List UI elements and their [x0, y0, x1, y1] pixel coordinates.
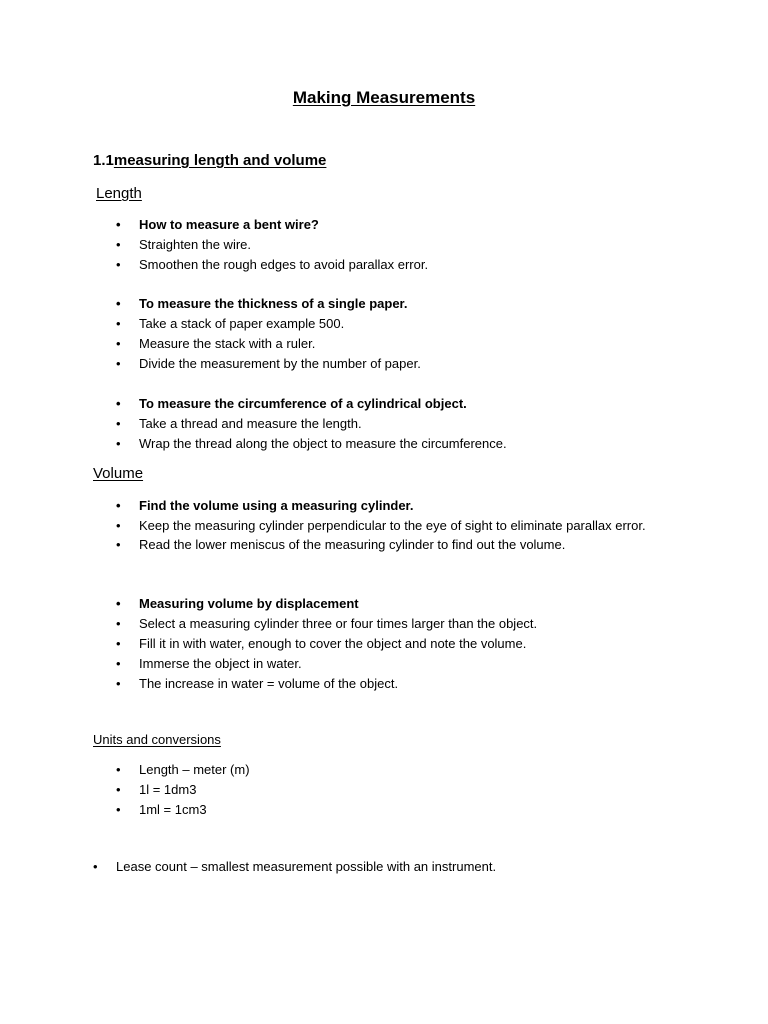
units-heading: Units and conversions — [93, 732, 221, 747]
list-item: • 1ml = 1cm3 — [116, 800, 676, 820]
list-item: • Wrap the thread along the object to measure the circumference. — [116, 434, 676, 454]
section-number: 1.1 — [93, 152, 114, 169]
section-heading — [93, 152, 326, 169]
final-note-list — [93, 857, 653, 877]
volume-heading: Volume — [93, 465, 144, 482]
list-item: • Straighten the wire. — [116, 235, 676, 255]
length-heading: Length — [96, 185, 142, 202]
volume-displacement-list — [116, 594, 676, 694]
length-circumference-list — [116, 394, 676, 454]
list-item: • Immerse the object in water. — [116, 654, 676, 674]
list-item: • 1l = 1dm3 — [116, 780, 676, 800]
list-item: • Measuring volume by displacement — [116, 594, 676, 614]
list-item: • To measure the thickness of a single paper. — [116, 294, 676, 314]
length-paper-thickness-list — [116, 294, 676, 374]
list-item: • To measure the circumference of a cylindrical object. — [116, 394, 676, 414]
list-item: • The increase in water = volume of the object. — [116, 674, 676, 694]
list-item: • Fill it in with water, enough to cover the object and note the volume. — [116, 634, 676, 654]
list-item: • Find the volume using a measuring cylinder. — [116, 496, 676, 516]
section-title: measuring length and volume — [113, 152, 327, 169]
list-item: • How to measure a bent wire? — [116, 215, 676, 235]
document-title — [0, 88, 768, 108]
list-item: • Lease count – smallest measurement possible with an instrument. — [93, 857, 653, 877]
list-item: • Smoothen the rough edges to avoid parallax error. — [116, 255, 676, 275]
list-item: • Length – meter (m) — [116, 760, 676, 780]
list-item: • Take a stack of paper example 500. — [116, 314, 676, 334]
list-item: • Select a measuring cylinder three or four times larger than the object. — [116, 614, 676, 634]
list-item: • Keep the measuring cylinder perpendicular to the eye of sight to eliminate parallax error. — [116, 516, 676, 535]
list-item: • Measure the stack with a ruler. — [116, 334, 676, 354]
volume-cylinder-list — [116, 496, 676, 555]
units-list — [116, 760, 676, 820]
list-item: • Take a thread and measure the length. — [116, 414, 676, 434]
list-item: • Divide the measurement by the number of paper. — [116, 354, 676, 374]
document-title-text: Making Measurements — [292, 88, 476, 107]
length-bent-wire-list — [116, 215, 676, 275]
list-item: • Read the lower meniscus of the measuring cylinder to find out the volume. — [116, 535, 676, 555]
